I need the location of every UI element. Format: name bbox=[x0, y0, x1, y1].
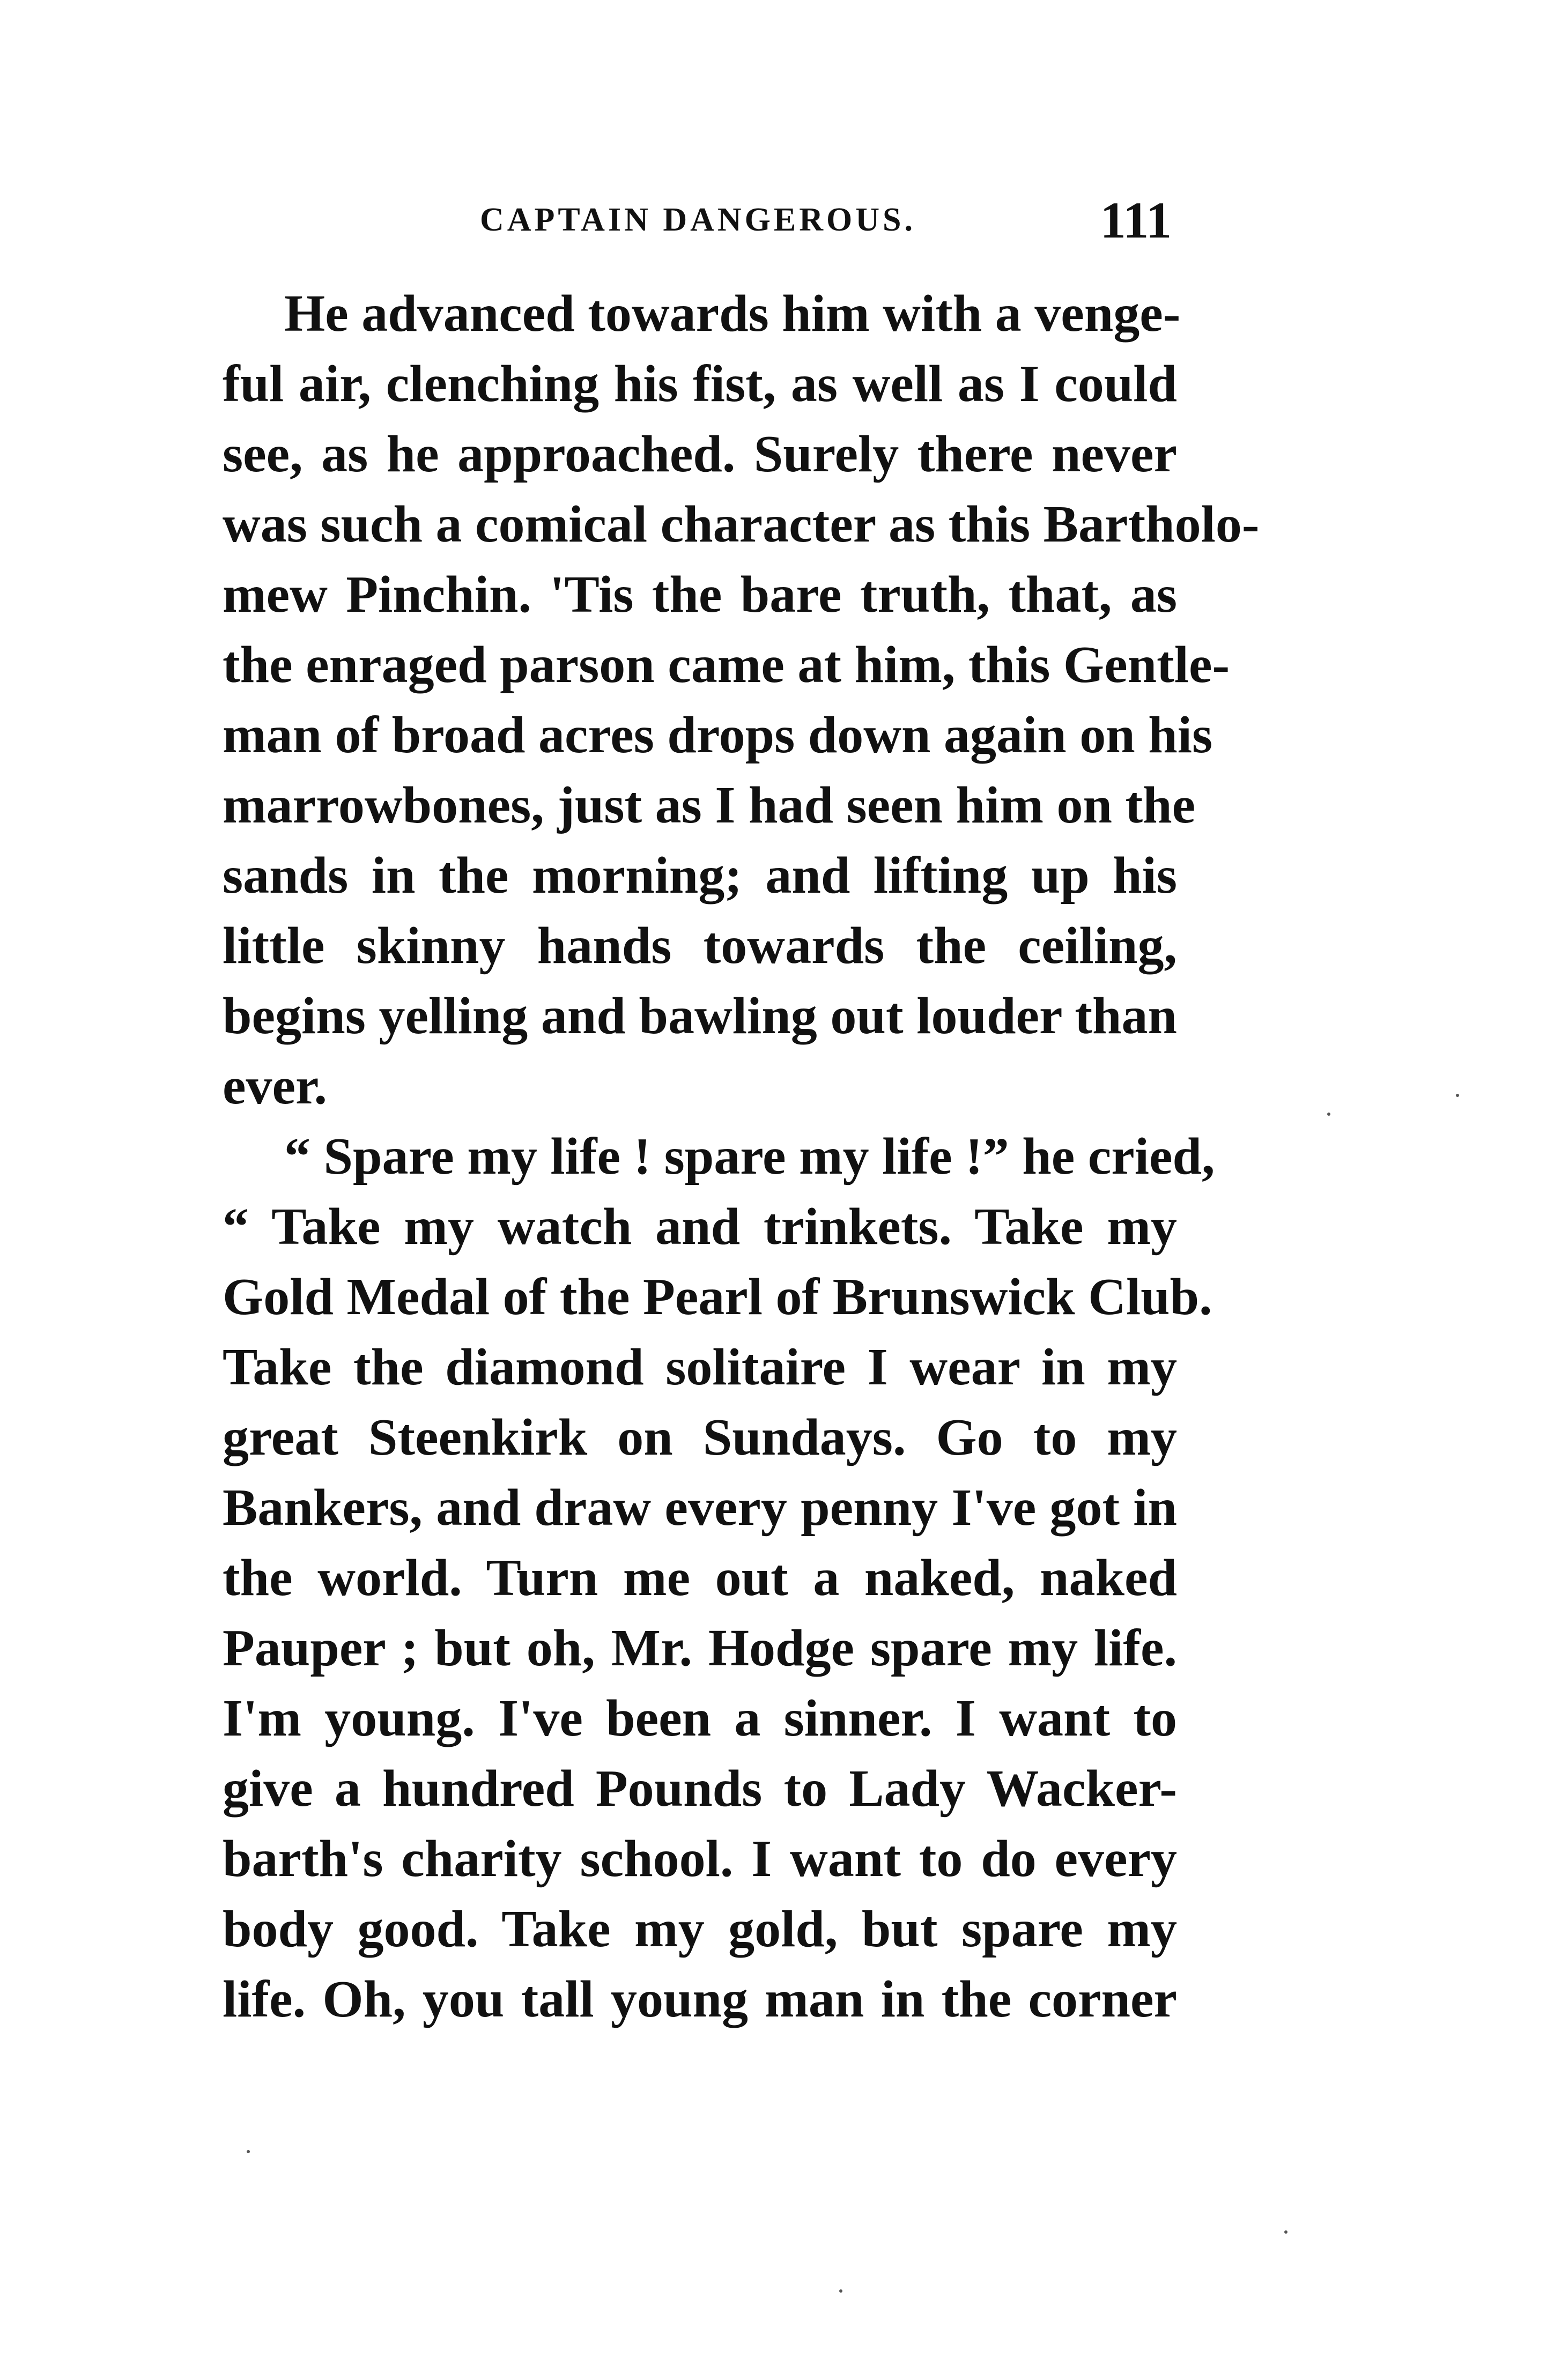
text-line: “ Take my watch and trinkets. Take my bbox=[223, 1198, 1177, 1256]
text-line: ful air, clenching his fist, as well as I could bbox=[223, 355, 1177, 413]
text-line: sands in the morning; and lifting up his bbox=[223, 847, 1177, 904]
text-line: the world. Turn me out a naked, naked bbox=[223, 1549, 1177, 1607]
text-line: the enraged parson came at him, this Gentle- bbox=[223, 636, 1230, 694]
scan-speck bbox=[1327, 1113, 1330, 1116]
text-line: I'm young. I've been a sinner. I want to bbox=[223, 1689, 1177, 1747]
scan-speck bbox=[1284, 2230, 1287, 2234]
body-text bbox=[223, 279, 1260, 2035]
text-line: give a hundred Pounds to Lady Wacker- bbox=[223, 1760, 1177, 1818]
text-line: He advanced towards him with a venge- bbox=[284, 285, 1181, 343]
scan-speck bbox=[1456, 1094, 1459, 1097]
text-line: marrowbones, just as I had seen him on the bbox=[223, 776, 1196, 834]
text-line: mew Pinchin. 'Tis the bare truth, that, as bbox=[223, 566, 1177, 624]
text-line: see, as he approached. Surely there never bbox=[223, 425, 1177, 483]
text-line: Bankers, and draw every penny I've got in bbox=[223, 1479, 1177, 1537]
scan-speck bbox=[247, 2150, 250, 2153]
text-line: body good. Take my gold, but spare my bbox=[223, 1900, 1177, 1958]
text-line: Take the diamond solitaire I wear in my bbox=[223, 1338, 1177, 1396]
running-title: CAPTAIN DANGEROUS. bbox=[480, 202, 916, 238]
text-line: Pauper ; but oh, Mr. Hodge spare my life. bbox=[223, 1619, 1177, 1677]
text-line: was such a comical character as this Bartholo- bbox=[223, 495, 1260, 553]
text-line: little skinny hands towards the ceiling, bbox=[223, 917, 1177, 975]
text-line: “ Spare my life ! spare my life !” he cried, bbox=[284, 1128, 1215, 1185]
running-head bbox=[223, 190, 1172, 249]
text-line: great Steenkirk on Sundays. Go to my bbox=[223, 1408, 1177, 1466]
page-number: 111 bbox=[1100, 191, 1172, 249]
text-line: life. Oh, you tall young man in the corner bbox=[223, 1970, 1177, 2028]
text-line: man of broad acres drops down again on his bbox=[223, 706, 1213, 764]
text-line: ever. bbox=[223, 1057, 327, 1115]
text-line: Gold Medal of the Pearl of Brunswick Club. bbox=[223, 1268, 1212, 1326]
text-line: barth's charity school. I want to do every bbox=[223, 1830, 1177, 1888]
text-line: begins yelling and bawling out louder than bbox=[223, 987, 1177, 1045]
scan-speck bbox=[839, 2289, 842, 2293]
